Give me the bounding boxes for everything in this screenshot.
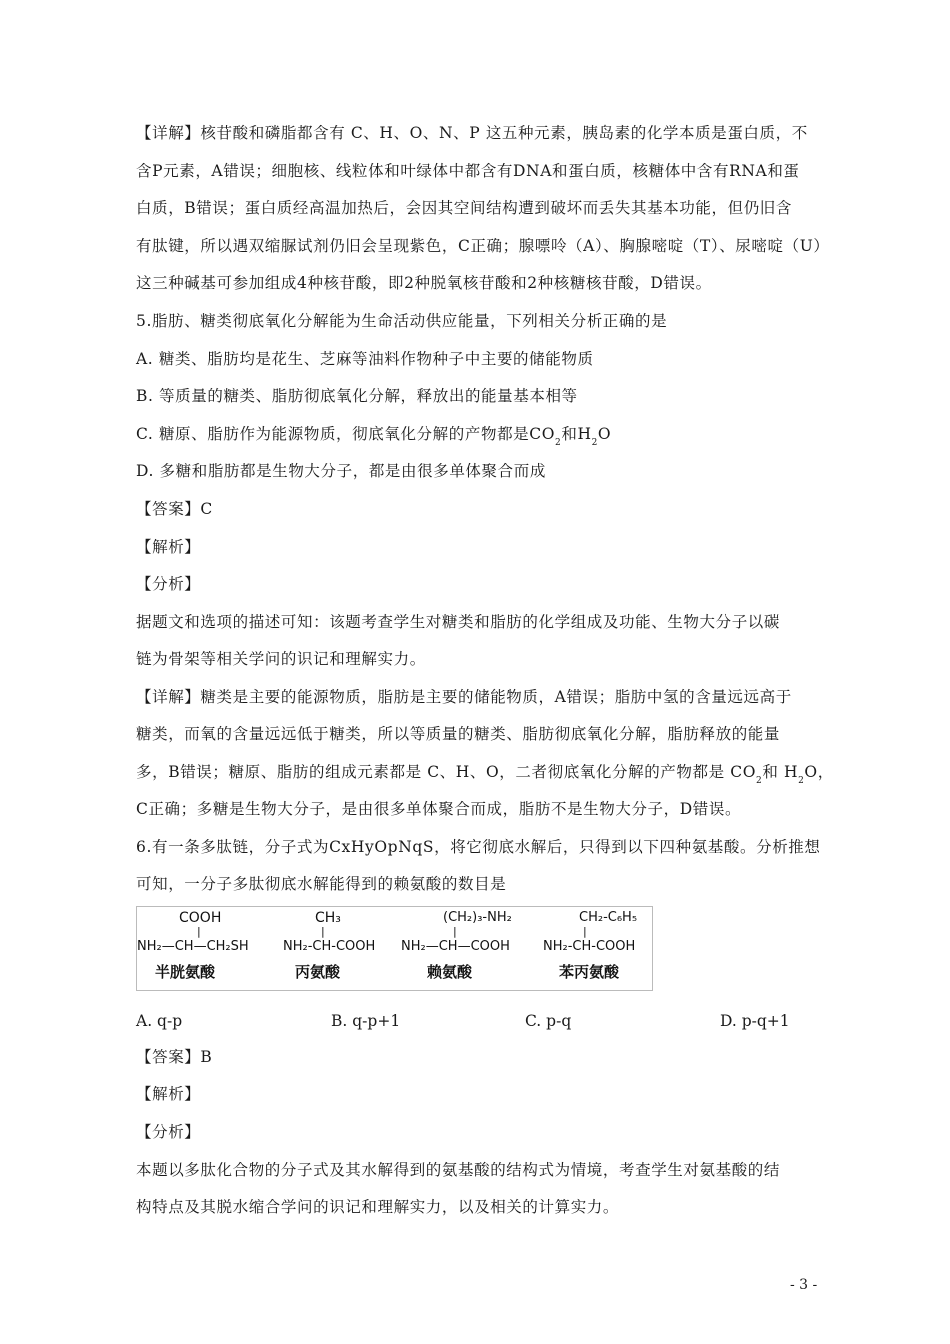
phenylalanine-formula: NH₂-CH-COOH xyxy=(543,939,636,954)
amino-acid-structures-figure xyxy=(136,906,653,991)
q5-option-c-text: C. 糖原、脂肪作为能源物质，彻底氧化分解的产物都是CO xyxy=(136,425,556,443)
subscript: 2 xyxy=(756,776,763,786)
q6-fenxi-line-1: 本题以多肽化合物的分子式及其水解得到的氨基酸的结构式为情境，考查学生对氨基酸的结 xyxy=(136,1161,781,1179)
cysteine-name-text: 半胱氨酸 xyxy=(155,963,216,981)
q5-option-c-text: O xyxy=(597,425,612,443)
alanine-top-group: CH₃ xyxy=(315,910,341,926)
phenylalanine-top-group: CH₂-C₆H₅ xyxy=(579,910,638,925)
cysteine-formula: NH₂—CH—CH₂SH xyxy=(137,939,249,954)
alanine-name xyxy=(295,961,340,982)
q5-option-d: D. 多糖和脂肪都是生物大分子，都是由很多单体聚合而成 xyxy=(136,462,546,480)
q4-detail-line-1: 【详解】核苷酸和磷脂都含有 C、H、O、N、P 这五种元素，胰岛素的化学本质是蛋白质，不 xyxy=(136,124,808,142)
q6-option-d: D. p-q+1 xyxy=(720,1012,790,1030)
subscript: 2 xyxy=(798,776,805,786)
q6-fenxi-line-2: 构特点及其脱水缩合学问的识记和理解实力，以及相关的计算实力。 xyxy=(136,1198,620,1216)
page-number: - 3 - xyxy=(790,1277,818,1293)
q5-option-c-text: 和H xyxy=(561,425,592,443)
q6-answer: 【答案】B xyxy=(136,1048,213,1066)
q6-option-b: B. q-p+1 xyxy=(331,1012,401,1030)
q5-answer: 【答案】C xyxy=(136,500,213,518)
q5-detail-line-2: 糖类，而氧的含量远远低于糖类，所以等质量的糖类、脂肪彻底氧化分解，脂肪释放的能量 xyxy=(136,725,781,743)
phenylalanine-name-text: 苯丙氨酸 xyxy=(559,963,620,981)
q5-option-c xyxy=(136,424,611,453)
q6-option-a: A. q-p xyxy=(136,1012,183,1030)
bond-line: | xyxy=(583,925,587,938)
lysine-top-group: (CH₂)₃-NH₂ xyxy=(443,910,512,925)
q5-fenxi-line-2: 链为骨架等相关学问的识记和理解实力。 xyxy=(136,650,426,668)
q6-fenxi-heading: 【分析】 xyxy=(136,1123,201,1141)
bond-line: | xyxy=(321,925,325,938)
lysine-name-text: 赖氨酸 xyxy=(427,963,473,981)
bond-line: | xyxy=(197,925,201,938)
lysine-name xyxy=(427,961,472,982)
alanine-formula: NH₂-CH-COOH xyxy=(283,939,376,954)
q6-stem-line-2: 可知，一分子多肽彻底水解能得到的赖氨酸的数目是 xyxy=(136,875,507,893)
cysteine-top-group: COOH xyxy=(179,910,222,926)
q5-fenxi-heading: 【分析】 xyxy=(136,575,201,593)
q5-detail-line-4: C正确；多糖是生物大分子，是由很多单体聚合而成，脂肪不是生物大分子，D错误。 xyxy=(136,800,742,818)
q6-analysis-heading: 【解析】 xyxy=(136,1085,201,1103)
q4-detail-line-4: 有肽键，所以遇双缩脲试剂仍旧会呈现紫色，C正确；腺嘌呤（A）、胸腺嘧啶（T）、尿嘧啶（U） xyxy=(136,237,830,255)
bond-line: | xyxy=(453,925,457,938)
q5-option-a: A. 糖类、脂肪均是花生、芝麻等油料作物种子中主要的储能物质 xyxy=(136,350,594,368)
q4-detail-line-5: 这三种碱基可参加组成4种核苷酸，即2种脱氧核苷酸和2种核糖核苷酸，D错误。 xyxy=(136,274,712,292)
q4-detail-line-2: 含P元素，A错误；细胞核、线粒体和叶绿体中都含有DNA和蛋白质，核糖体中含有RNA和蛋 xyxy=(136,162,800,180)
q5-detail-text: 多，B错误；糖原、脂肪的组成元素都是 C、H、O，二者彻底氧化分解的产物都是 CO xyxy=(136,763,756,781)
q4-detail-line-3: 白质，B错误；蛋白质经高温加热后，会因其空间结构遭到破坏而丢失其基本功能，但仍旧含 xyxy=(136,199,792,217)
q5-detail-text: 和 H xyxy=(762,763,799,781)
q6-stem-line-1: 6.有一条多肽链，分子式为CxHyOpNqS，将它彻底水解后，只得到以下四种氨基酸。分析推想 xyxy=(136,838,821,856)
subscript: 2 xyxy=(555,438,562,448)
q5-option-b: B. 等质量的糖类、脂肪彻底氧化分解，释放出的能量基本相等 xyxy=(136,387,578,405)
q5-stem: 5.脂肪、糖类彻底氧化分解能为生命活动供应能量，下列相关分析正确的是 xyxy=(136,312,668,330)
alanine-name-text: 丙氨酸 xyxy=(295,963,341,981)
phenylalanine-name xyxy=(559,961,619,982)
cysteine-name xyxy=(155,961,215,982)
q6-option-c: C. p-q xyxy=(525,1012,572,1030)
lysine-formula: NH₂—CH—COOH xyxy=(401,939,510,954)
q5-fenxi-line-1: 据题文和选项的描述可知：该题考查学生对糖类和脂肪的化学组成及功能、生物大分子以碳 xyxy=(136,613,781,631)
subscript: 2 xyxy=(591,438,598,448)
q5-detail-text: O， xyxy=(804,763,834,781)
q5-analysis-heading: 【解析】 xyxy=(136,538,201,556)
q5-detail-line-1: 【详解】糖类是主要的能源物质，脂肪是主要的储能物质，A错误；脂肪中氢的含量远远高于 xyxy=(136,688,792,706)
q5-detail-line-3 xyxy=(136,762,834,791)
